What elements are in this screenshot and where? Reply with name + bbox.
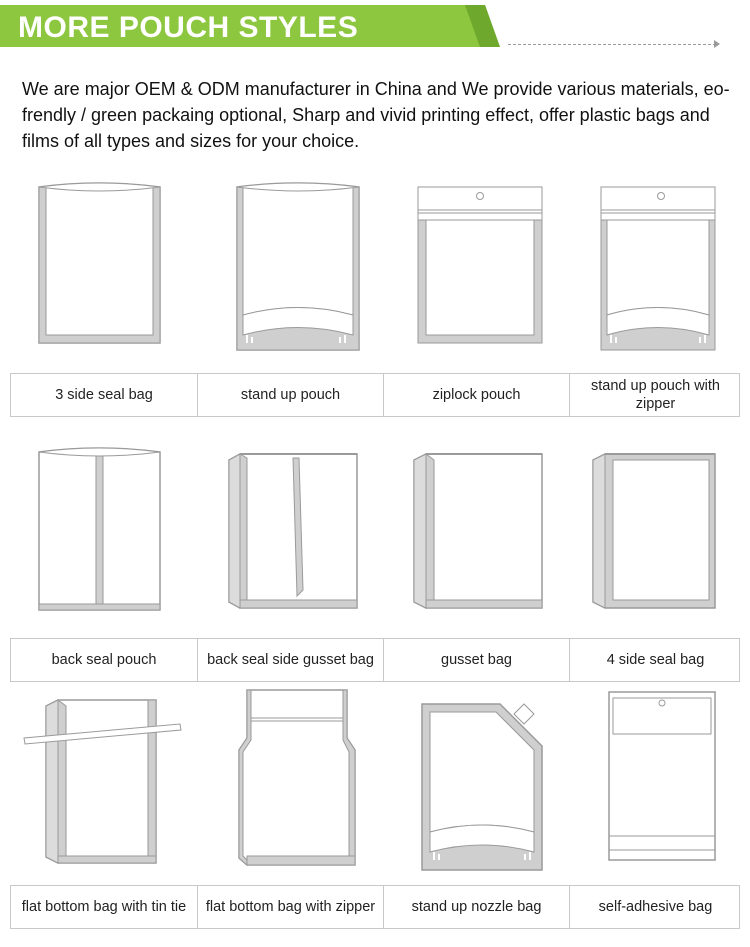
product-label: 3 side seal bag <box>55 387 153 403</box>
product-label: stand up pouch with zipper <box>569 374 741 416</box>
label-strip-row-1 <box>10 373 740 417</box>
product-row-2 <box>0 440 750 690</box>
back-seal-side-gusset-bag-icon <box>195 440 380 620</box>
page-title: MORE POUCH STYLES <box>18 11 359 44</box>
product-label: self-adhesive bag <box>569 886 741 928</box>
stand-up-pouch-zipper-icon <box>565 175 750 370</box>
product-row-1 <box>0 175 750 425</box>
header-banner <box>0 5 500 47</box>
product-label: stand up pouch <box>197 374 383 416</box>
flat-bottom-tin-tie-bag-icon <box>10 680 195 880</box>
four-side-seal-bag-icon <box>565 440 750 620</box>
back-seal-pouch-icon <box>10 440 195 620</box>
product-label: flat bottom bag with tin tie <box>21 899 187 915</box>
product-label: back seal pouch <box>51 652 157 668</box>
product-label: back seal side gusset bag <box>197 639 383 681</box>
label-strip-row-2 <box>10 638 740 682</box>
arrow-right-icon <box>714 40 720 48</box>
ziplock-pouch-icon <box>382 175 567 370</box>
stand-up-nozzle-bag-icon <box>382 680 567 880</box>
flat-bottom-zipper-bag-icon <box>195 680 380 880</box>
product-label: flat bottom bag with zipper <box>197 886 383 928</box>
gusset-bag-icon <box>382 440 567 620</box>
label-strip-row-3 <box>10 885 740 929</box>
intro-paragraph: We are major OEM & ODM manufacturer in China and We provide various materials, eo-frendly / green packaing optional, Sharp and vivid printing effect, offer plastic bags and films of all types and sizes for your choice. <box>22 79 730 151</box>
product-label: 4 side seal bag <box>569 639 741 681</box>
self-adhesive-bag-icon <box>565 680 750 880</box>
product-label: ziplock pouch <box>383 374 569 416</box>
product-label: stand up nozzle bag <box>383 886 569 928</box>
three-side-seal-bag-icon <box>10 175 195 370</box>
product-label: gusset bag <box>383 639 569 681</box>
stand-up-pouch-icon <box>195 175 380 370</box>
decorative-dotted-line <box>508 44 716 45</box>
product-row-3 <box>0 680 750 930</box>
